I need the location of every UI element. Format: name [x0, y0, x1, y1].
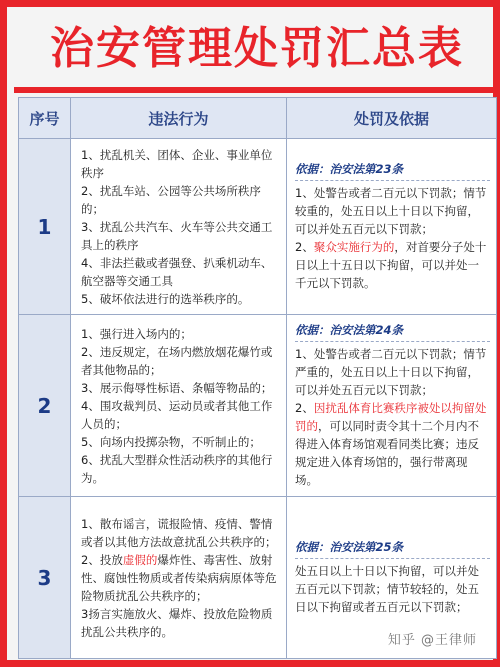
act-item: 5、破坏依法进行的选举秩序的。 [81, 291, 250, 306]
act-item [81, 551, 280, 605]
penalty-cell [287, 139, 497, 315]
act-item: 2、违反规定，在场内燃放烟花爆竹或者其他物品的； [81, 344, 273, 377]
act-suffix: 爆炸性、毒害性、放射性、腐蚀性物质或者传染病病原体等危险物质扰乱公共秩序的； [81, 552, 277, 603]
act-item: 1、强行进入场内的； [81, 326, 192, 341]
act-item: 2、扰乱车站、公园等公共场所秩序的； [81, 183, 261, 216]
act-item: 3、展示侮辱性标语、条幅等物品的； [81, 380, 273, 395]
acts-cell [71, 315, 287, 497]
penalty-item: 1、处警告或者二百元以下罚款；情节较重的，处五日以上十日以下拘留，可以并处五百元以下罚款； [295, 185, 487, 236]
legal-basis: 依据：治安法第23条 [295, 160, 490, 181]
header-acts: 违法行为 [71, 98, 287, 139]
title-divider [14, 87, 500, 93]
table-row [19, 315, 497, 497]
act-item: 5、向场内投掷杂物，不听制止的； [81, 434, 261, 449]
act-item: 1、散布谣言，谎报险情、疫情、警情或者以其他方法故意扰乱公共秩序的； [81, 516, 277, 549]
table-header-row [19, 98, 497, 139]
table-row [19, 139, 497, 315]
penalty-prefix: 2、 [295, 400, 314, 415]
acts-cell [71, 139, 287, 315]
row-number: 1 [19, 139, 71, 315]
penalty-highlight: 因扰乱体育比赛秩序被处以拘留处罚的 [295, 400, 487, 433]
penalty-item [295, 238, 490, 292]
act-highlight: 虚假的 [122, 552, 158, 567]
penalty-highlight: 聚众实施行为的 [313, 239, 395, 254]
act-prefix: 2、投放 [81, 552, 123, 567]
act-item: 6、扰乱大型群众性活动秩序的其他行为。 [81, 452, 273, 485]
header-penalty: 处罚及依据 [287, 98, 497, 139]
penalty-suffix: ，对首要分子处十日以上十五日以下拘留，可以并处一千元以下罚款。 [295, 239, 487, 290]
penalty-table [18, 97, 497, 659]
penalty-item: 处五日以上十日以下拘留，可以并处五百元以下罚款；情节较轻的，处五日以下拘留或者五百元以下罚款； [295, 563, 479, 614]
penalty-suffix: ，可以同时责令其十二个月内不得进入体育场馆观看同类比赛；违反规定进入体育场馆的，强行带离现场。 [295, 418, 479, 487]
act-item: 4、围攻裁判员、运动员或者其他工作人员的； [81, 398, 273, 431]
row-number: 3 [19, 497, 71, 659]
legal-basis: 依据：治安法第24条 [295, 321, 490, 342]
legal-basis: 依据：治安法第25条 [295, 538, 490, 559]
acts-cell [71, 497, 287, 659]
penalty-prefix: 2、 [295, 239, 314, 254]
act-item: 3扬言实施放火、爆炸、投放危险物质扰乱公共秩序的。 [81, 606, 273, 639]
act-item: 3、扰乱公共汽车、火车等公共交通工具上的秩序 [81, 219, 273, 252]
penalty-item: 1、处警告或者二百元以下罚款；情节严重的，处五日以上十日以下拘留，可以并处五百元以下罚款； [295, 346, 487, 397]
page-title: 治安管理处罚汇总表 [50, 23, 464, 74]
act-item: 4、非法拦截或者强登、扒乘机动车、航空器等交通工具 [81, 255, 273, 288]
penalty-item [295, 399, 490, 489]
penalty-cell [287, 315, 497, 497]
act-item: 1、扰乱机关、团体、企业、事业单位秩序 [81, 147, 273, 180]
watermark-text: 知乎 @王律师 [387, 633, 477, 648]
row-number: 2 [19, 315, 71, 497]
header-num: 序号 [19, 98, 71, 139]
